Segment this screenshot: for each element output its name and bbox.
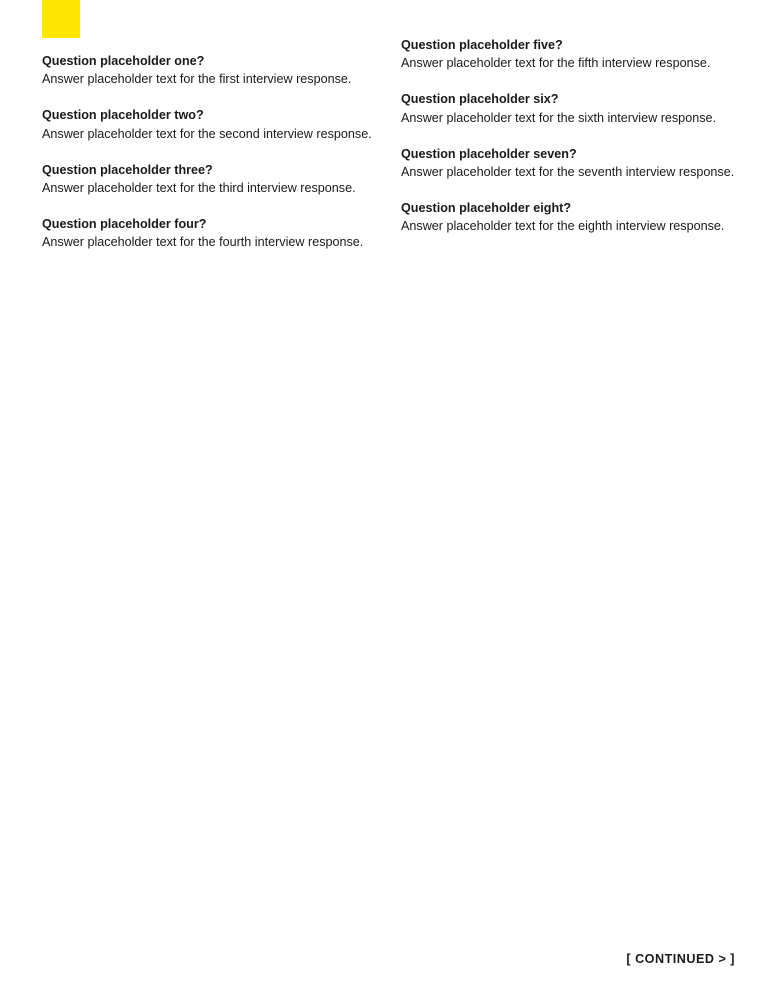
qa-block bbox=[401, 145, 736, 181]
question: Question placeholder two? bbox=[42, 108, 204, 123]
qa-block bbox=[42, 52, 377, 88]
question: Question placeholder six? bbox=[401, 92, 559, 107]
right-column bbox=[401, 36, 736, 254]
answer: Answer placeholder text for the fourth interview response. bbox=[42, 235, 364, 250]
question: Question placeholder four? bbox=[42, 217, 207, 232]
answer: Answer placeholder text for the seventh interview response. bbox=[401, 165, 735, 180]
qa-block bbox=[401, 199, 736, 235]
question: Question placeholder five? bbox=[401, 38, 563, 52]
qa-block bbox=[401, 90, 736, 126]
answer: Answer placeholder text for the first interview response. bbox=[42, 72, 352, 87]
question: Question placeholder seven? bbox=[401, 146, 577, 161]
qa-block bbox=[42, 106, 377, 142]
answer: Answer placeholder text for the second interview response. bbox=[42, 126, 372, 141]
answer: Answer placeholder text for the sixth interview response. bbox=[401, 110, 716, 125]
question: Question placeholder three? bbox=[42, 162, 213, 177]
question: Question placeholder one? bbox=[42, 54, 205, 68]
question: Question placeholder eight? bbox=[401, 201, 572, 216]
qa-block bbox=[42, 161, 377, 197]
continued-link[interactable]: [ CONTINUED > ] bbox=[626, 952, 735, 966]
accent-square bbox=[42, 0, 80, 38]
answer: Answer placeholder text for the fifth interview response. bbox=[401, 56, 711, 71]
qa-block bbox=[42, 215, 377, 251]
left-column bbox=[42, 52, 377, 270]
answer: Answer placeholder text for the third interview response. bbox=[42, 181, 356, 196]
qa-block bbox=[401, 36, 736, 72]
answer: Answer placeholder text for the eighth interview response. bbox=[401, 219, 725, 234]
